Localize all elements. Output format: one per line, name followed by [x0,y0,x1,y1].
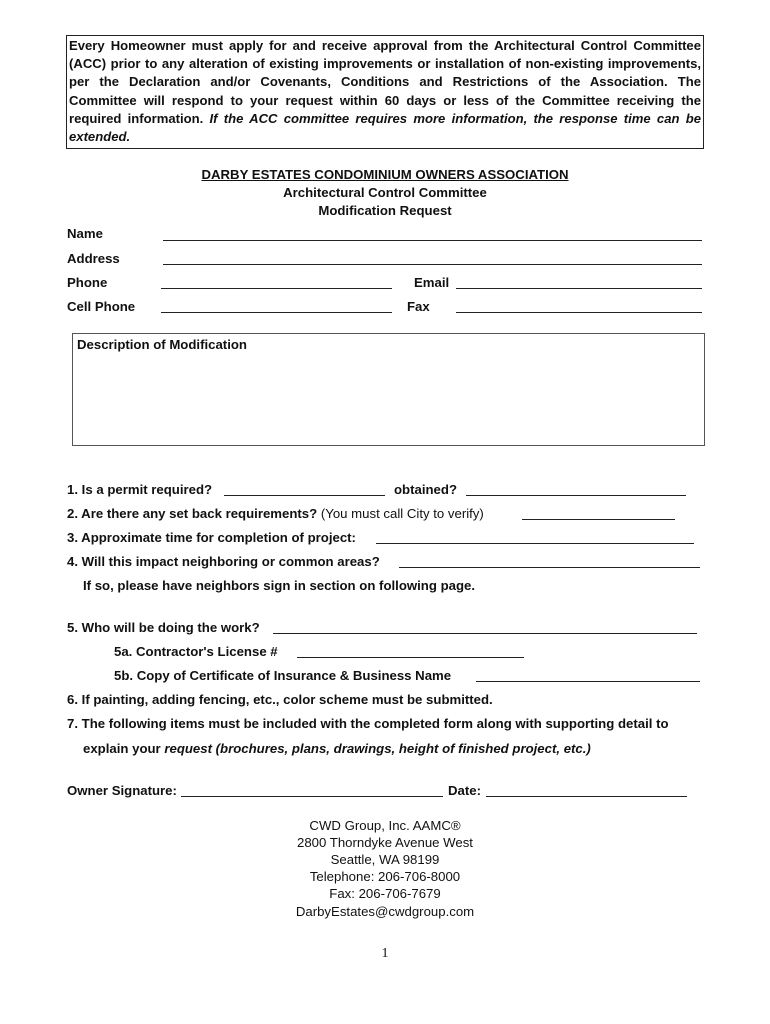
insurance-field[interactable] [476,681,700,682]
q5a-label: 5a. Contractor's License # [114,644,278,659]
city-address: Seattle, WA 98199 [330,852,440,867]
permit-obtained-field[interactable] [466,495,686,496]
owner-signature-field[interactable] [181,796,443,797]
q7-line2 [83,741,591,756]
owner-signature-label: Owner Signature: [67,783,177,798]
q4-note: If so, please have neighbors sign in section on following page. [83,578,476,593]
q5-label: 5. Who will be doing the work? [67,620,260,635]
q1-label: 1. Is a permit required? [67,482,213,497]
committee-title: Architectural Control Committee [283,185,487,200]
permit-required-field[interactable] [224,495,385,496]
email-field[interactable] [456,288,702,289]
notice-text: Every Homeowner must apply for and receive approval from the Architectural Control Committee (ACC) prior to any alteration of existing improvements or installation of non-existing improvements, per the Declaration and/or Covenants, Conditions and Restrictions of the Association. The Committee will respond to your request within 60 days or less of the Committee receiving the required information. [69,38,701,126]
page-number: 1 [381,946,389,961]
contact-email: DarbyEstates@cwdgroup.com [295,904,475,919]
fax-field[interactable] [456,312,702,313]
q4-label: 4. Will this impact neighboring or common areas? [67,554,380,569]
telephone: Telephone: 206-706-8000 [309,869,461,884]
who-doing-work-field[interactable] [273,633,697,634]
date-label: Date: [448,783,481,798]
association-title: DARBY ESTATES CONDOMINIUM OWNERS ASSOCIATION [201,167,569,182]
fax-number: Fax: 206-706-7679 [329,886,441,901]
q2-text: 2. Are there any set back requirements? [67,506,318,521]
q3-label: 3. Approximate time for completion of project: [67,530,356,545]
cell-phone-label: Cell Phone [67,299,136,314]
impact-field[interactable] [399,567,700,568]
fax-label: Fax [407,299,430,314]
form-title: Modification Request [318,203,452,218]
q7-line2-prefix: explain your [83,741,165,756]
q1-obtained-label: obtained? [394,482,458,497]
q5b-label: 5b. Copy of Certificate of Insurance & Business Name [114,668,452,683]
name-label: Name [67,226,103,241]
q2-label [67,506,484,521]
contractor-license-field[interactable] [297,657,524,658]
name-field[interactable] [163,240,702,241]
address-label: Address [67,251,120,266]
q6-label: 6. If painting, adding fencing, etc., color scheme must be submitted. [67,692,493,707]
notice-box [66,35,704,149]
description-box[interactable] [72,333,705,446]
cell-phone-field[interactable] [161,312,392,313]
q2-note: (You must call City to verify) [320,506,484,521]
phone-label: Phone [67,275,108,290]
company-name: CWD Group, Inc. AAMC® [309,818,461,833]
notice-italic-text: If the ACC committee requires more information, the response time can be extended. [69,110,701,145]
description-label: Description of Modification [77,337,247,352]
phone-field[interactable] [161,288,392,289]
email-label: Email [414,275,450,290]
completion-time-field[interactable] [376,543,694,544]
q7-label: 7. The following items must be included with the completed form along with supporting detail to [67,716,669,731]
q7-line2-italic: request (brochures, plans, drawings, height of finished project, etc.) [164,741,591,756]
address-field[interactable] [163,264,702,265]
setback-field[interactable] [522,519,675,520]
street-address: 2800 Thorndyke Avenue West [297,835,473,850]
date-field[interactable] [486,796,687,797]
